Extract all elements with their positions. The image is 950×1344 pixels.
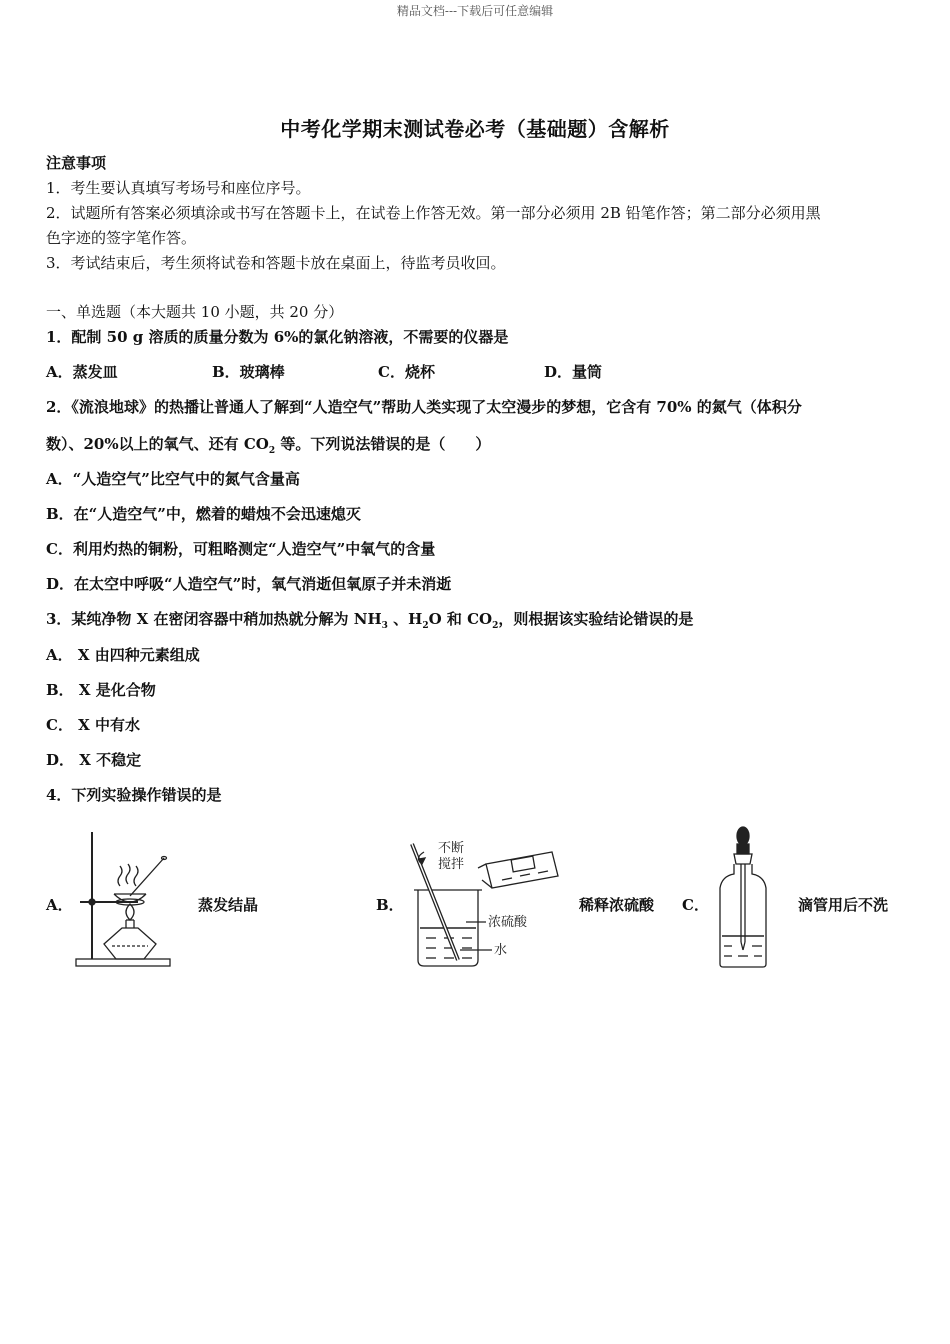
dilution-apparatus-icon bbox=[402, 836, 572, 972]
q2-stem-line2: 数）、20%以上的氧气、还有 $CO_2$ 等。下列说法错误的是（ ） bbox=[46, 435, 491, 456]
q2-option-a: A．“人造空气”比空气中的氮气含量高 bbox=[46, 470, 300, 488]
q4-fig-c-letter: C． bbox=[682, 896, 709, 914]
section-heading: 一、单选题（本大题共 10 小题，共 20 分） bbox=[46, 303, 344, 321]
notice-item-2: 2．试题所有答案必须填涂或书写在答题卡上，在试卷上作答无效。第一部分必须用 2B 铅笔作答；第二部分必须用黑 bbox=[46, 204, 821, 222]
notice-item-1: 1．考生要认真填写考场号和座位序号。 bbox=[46, 179, 311, 197]
notice-item-3: 3．考试结束后，考生须将试卷和答题卡放在桌面上，待监考员收回。 bbox=[46, 254, 506, 272]
q3-option-d: D． X 不稳定 bbox=[46, 751, 142, 769]
q3-option-b: B． X 是化合物 bbox=[46, 681, 156, 699]
label-water: 水 bbox=[494, 943, 508, 958]
q1-option-d: D．量筒 bbox=[544, 363, 603, 381]
q4-fig-b-letter: B． bbox=[376, 896, 404, 914]
notice-heading: 注意事项 bbox=[46, 154, 107, 172]
dropper-bottle-icon bbox=[712, 824, 774, 970]
page-title: 中考化学期末测试卷必考（基础题）含解析 bbox=[280, 117, 670, 141]
q3-option-a: A． X 由四种元素组成 bbox=[46, 646, 200, 664]
q3-option-c: C． X 中有水 bbox=[46, 716, 141, 734]
q2-option-b: B．在“人造空气”中，燃着的蜡烛不会迅速熄灭 bbox=[46, 505, 361, 523]
q4-fig-a-letter: A． bbox=[46, 896, 73, 914]
q1-stem: 1．配制 50 g 溶质的质量分数为 6%的氯化钠溶液，不需要的仪器是 bbox=[46, 328, 509, 346]
evaporation-apparatus-icon bbox=[72, 828, 176, 970]
q1-option-a: A．蒸发皿 bbox=[46, 363, 118, 381]
q4-fig-b-caption: 稀释浓硫酸 bbox=[579, 896, 655, 914]
q3-stem: 3．某纯净物 X 在密闭容器中稍加热就分解为 $NH_3$ 、$H_2O$ 和 $CO_2$，则根据该实验结论错误的是 bbox=[46, 610, 694, 631]
label-stir-1: 不断 bbox=[438, 841, 465, 856]
q2-stem-line1: 2．《流浪地球》的热播让普通人了解到“人造空气”帮助人类实现了太空漫步的梦想，它含有 70% 的氮气（体积分 bbox=[46, 398, 802, 416]
label-conc-acid: 浓硫酸 bbox=[488, 915, 528, 930]
q1-option-c: C．烧杯 bbox=[378, 363, 435, 381]
label-stir-2: 搅拌 bbox=[438, 857, 465, 872]
q4-stem: 4．下列实验操作错误的是 bbox=[46, 786, 222, 804]
q1-option-b: B．玻璃棒 bbox=[212, 363, 285, 381]
q2-option-c: C．利用灼热的铜粉，可粗略测定“人造空气”中氧气的含量 bbox=[46, 540, 436, 558]
q4-fig-c-caption: 滴管用后不洗 bbox=[798, 896, 889, 914]
notice-item-2-cont: 色字迹的签字笔作答。 bbox=[46, 229, 197, 247]
q4-fig-a-caption: 蒸发结晶 bbox=[198, 896, 259, 914]
header-note: 精品文档---下载后可任意编辑 bbox=[396, 4, 554, 18]
q2-option-d: D．在太空中呼吸“人造空气”时，氧气消逝但氧原子并未消逝 bbox=[46, 575, 452, 593]
